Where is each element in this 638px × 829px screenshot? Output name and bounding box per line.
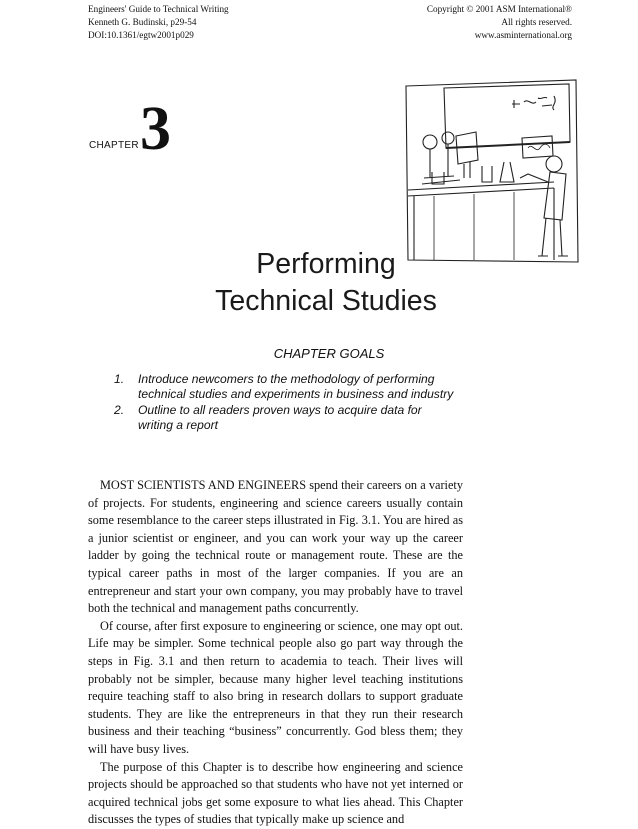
paragraph: Of course, after first exposure to engineering or science, one may opt out. Life may be simpler. Some technical people also go part way through the steps in Fig. 3.1 and then return to academia to teach. Their lives will probably not be simpler, because many higher level teaching institutions require teaching staff to also bring in research dollars to support graduate students. They are like the entrepreneurs in that they run their research business and their teaching “business” concurrently. God bless them; they will have busy lives. [88, 618, 463, 756]
lab-illustration [404, 78, 580, 264]
paragraph: The purpose of this Chapter is to describe how engineering and science projects should be approached so that students who have not yet interned or acquired technical jobs get some exposure to what lies ahead. This Chapter discusses the types of studies that typically make up science and [88, 759, 463, 827]
goal-item [114, 403, 454, 434]
title-line-1: Performing [256, 248, 396, 280]
header-right [427, 3, 572, 43]
doi: DOI:10.1361/egtw2001p029 [88, 30, 194, 41]
chapter-title [0, 246, 638, 320]
website: www.asminternational.org [474, 30, 572, 41]
author-pages: Kenneth G. Budinski, p29-54 [88, 17, 197, 28]
goal-item [114, 372, 454, 403]
goal-text: Outline to all readers proven ways to acquire data for writing a report [138, 402, 422, 433]
chapter-number: 3 [140, 95, 171, 163]
goal-number: 1. [114, 372, 125, 386]
body-text [88, 477, 463, 829]
rights: All rights reserved. [501, 17, 572, 28]
chapter-label: CHAPTER [89, 140, 139, 151]
goal-text: Introduce newcomers to the methodology of performing technical studies and experiments in business and industry [138, 372, 454, 402]
paragraph: MOST SCIENTISTS AND ENGINEERS spend their careers on a variety of projects. For students, engineering and science careers usually contain some resemblance to the career steps illustrated in Fig. 3.1. You are hired as a junior scientist or engineer, and you can work your way up the career ladder by going the technical route or management route. These are the typical career paths in most of the larger companies. If you are an entrepreneur and start your own company, you may probably have to travel both the technical and management paths concurrently. [88, 478, 463, 616]
goals-heading: CHAPTER GOALS [273, 346, 385, 361]
book-title: Engineers' Guide to Technical Writing [88, 4, 229, 14]
goals-list [114, 372, 454, 434]
header-left [88, 3, 229, 43]
copyright: Copyright © 2001 ASM International® [426, 4, 572, 14]
title-line-2: Technical Studies [215, 285, 437, 317]
goal-number: 2. [114, 402, 125, 417]
